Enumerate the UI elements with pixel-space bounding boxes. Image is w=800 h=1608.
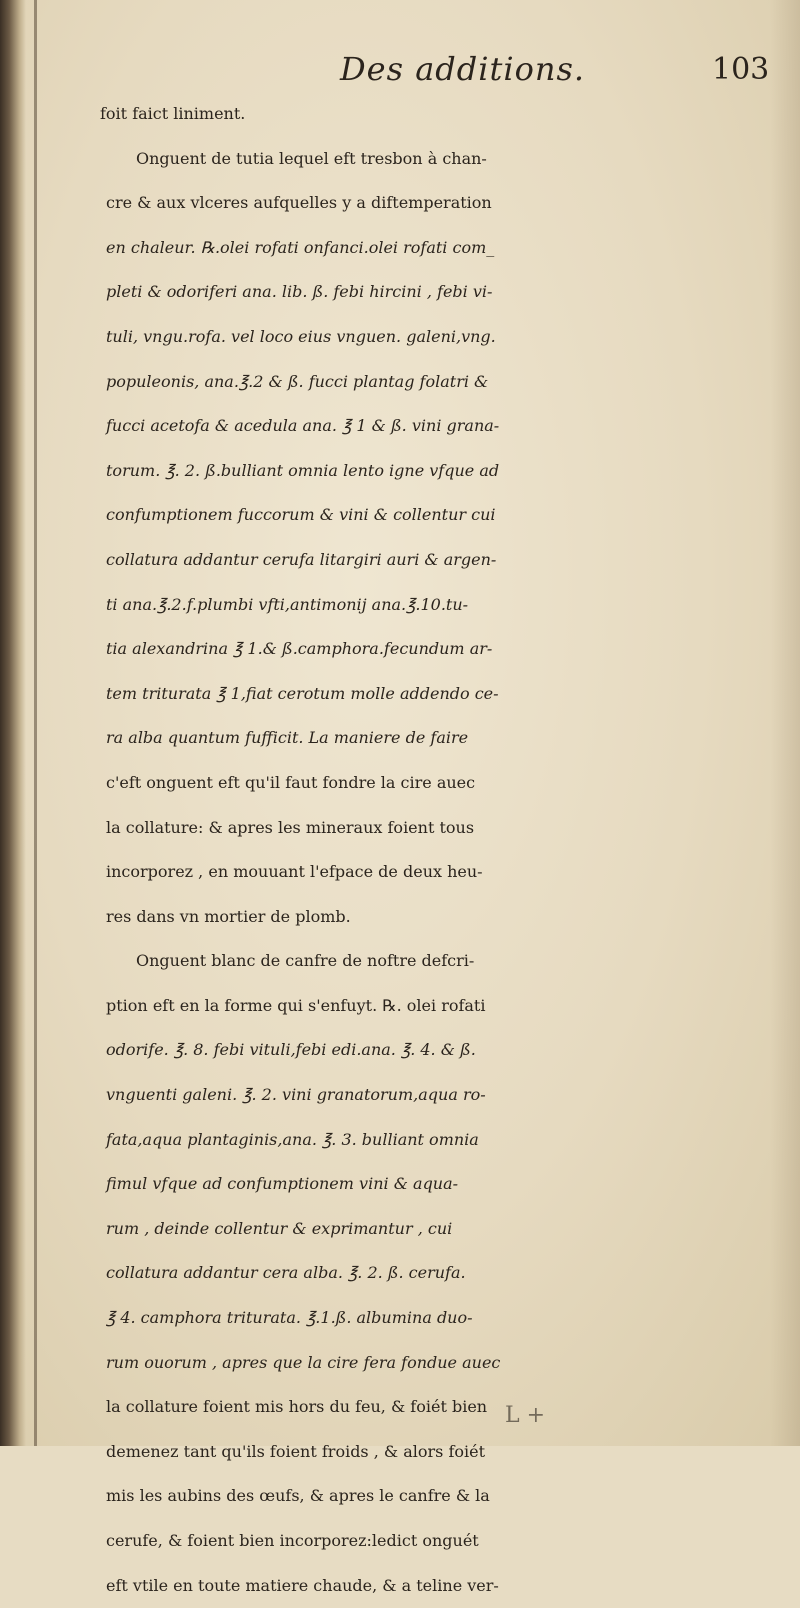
running-head-title: Des additions. [340,50,586,88]
text-line: fimul vfque ad confumptionem vini & aqua- [106,1174,459,1194]
text-line: eft vtile en toute matiere chaude, & a teline ver- [106,1575,499,1595]
text-line: vnguenti galeni. ℥. 2. vini granatorum,aqua ro- [106,1085,486,1105]
text-line: Onguent blanc de canfre de noftre defcri- [136,951,475,971]
text-line: fucci acetofa & acedula ana. ℥ 1 & ß. vini grana- [106,416,500,436]
text-line: ption eft en la forme qui s'enfuyt. ℞. olei rofati [106,995,486,1015]
body-text [100,92,800,1608]
text-line: collatura addantur cerufa litargiri auri & argen- [106,549,497,569]
text-line: la collature foient mis hors du feu, & foiét bien [106,1397,488,1417]
text-line: tuli, vngu.rofa. vel loco eius vnguen. galeni,vng. [106,326,496,346]
text-line: res dans vn mortier de plomb. [106,906,351,926]
text-line: cre & aux vlceres aufquelles y a diftemperation [106,193,492,213]
text-line: collatura addantur cera alba. ℥. 2. ß. cerufa. [106,1263,466,1283]
text-line: torum. ℥. 2. ß.bulliant omnia lento igne vfque ad [106,460,500,480]
text-line: ra alba quantum fufficit. La maniere de faire [106,728,469,748]
text-line: foit faict liniment. [100,104,246,123]
text-line: ℥ 4. camphora triturata. ℥.1.ß. albumina duo- [106,1308,473,1328]
running-head [0,50,800,90]
text-line: rum , deinde collentur & exprimantur , cui [106,1218,453,1238]
gutter-line [34,0,37,1446]
text-line: en chaleur. ℞.olei rofati onfanci.olei rofati com_ [106,237,495,257]
signature-mark: L + [505,1403,546,1428]
page-number: 103 [712,52,770,87]
text-line: fata,aqua plantaginis,ana. ℥. 3. bulliant omnia [106,1129,479,1149]
text-line: cerufe, & foient bien incorporez:ledict onguét [106,1531,479,1550]
text-line: populeonis, ana.℥.2 & ß. fucci plantag folatri & [106,371,489,391]
text-line: pleti & odoriferi ana. lib. ß. febi hircini , febi vi- [106,282,493,302]
text-line: odorife. ℥. 8. febi vituli,febi edi.ana. ℥. 4. & ß. [106,1040,476,1060]
text-line: ti ana.℥.2.f.plumbi vfti,antimonij ana.℥.10.tu- [106,594,469,614]
text-line: rum ouorum , apres que la cire fera fondue auec [106,1352,501,1372]
text-line: demenez tant qu'ils foient froids , & alors foiét [106,1441,486,1461]
text-line: incorporez , en mouuant l'efpace de deux heu- [106,862,483,882]
text-line: Onguent de tutia lequel eft tresbon à chan- [136,148,487,168]
text-line: la collature: & apres les mineraux foient tous [106,817,475,837]
text-line: tem triturata ℥ 1,fiat cerotum molle addendo ce- [106,683,499,703]
text-line: tia alexandrina ℥ 1.& ß.camphora.fecundum ar- [106,639,493,659]
book-binding [0,0,26,1446]
text-line: confumptionem fuccorum & vini & collentur cui [106,505,496,525]
text-line: mis les aubins des œufs, & apres le canfre & la [106,1486,490,1506]
text-line: c'eft onguent eft qu'il faut fondre la cire auec [106,772,476,792]
